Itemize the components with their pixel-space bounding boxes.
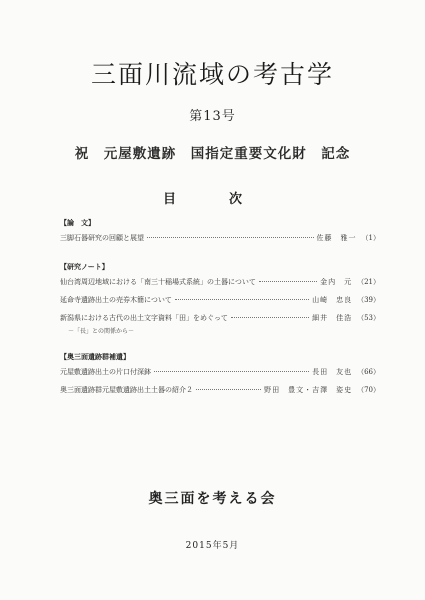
toc-section-label: 【研究ノート】 [60,263,109,271]
toc-entry-author: 金内 元 [320,278,353,286]
toc-entry-title: 奥三面遺跡群元屋敷遺跡出土土器の紹介２ [60,386,193,394]
toc-entry-page: （66） [357,368,380,376]
toc-entry-title: 延命寺遺跡出土の売券木簡について [60,296,172,304]
leader-dots [196,389,261,390]
toc-entry-author: 野田 豊文・吉澤 姿史 [264,386,353,394]
toc-entry-page: （1） [361,234,380,242]
leader-dots [231,317,309,318]
dedication-line: 祝 元屋敷遺跡 国指定重要文化財 記念 [74,146,351,162]
toc-entry-author: 細井 佳浩 [312,314,353,322]
toc-entry [60,296,380,305]
toc-entry-title: 仙台湾周辺地域における「南三十稲場式系統」の土器について [60,278,256,286]
toc-entry-author: 佐藤 雅一 [316,234,357,242]
table-of-contents [60,218,380,404]
leader-dots [154,371,309,372]
publisher-name: 奥三面を考える会 [148,491,277,507]
journal-title: 三面川流域の考古学 [90,60,334,89]
toc-entry [60,386,380,395]
toc-entry-title: 元屋敷遺跡出土の片口付深鉢 [60,368,151,376]
leader-dots [175,299,309,300]
toc-entry-page: （70） [357,386,380,394]
leader-dots [147,237,314,238]
toc-entry-page: （39） [357,296,380,304]
issue-number: 第13号 [189,109,236,124]
toc-entry [60,314,380,323]
toc-entry [60,368,380,377]
toc-entry-author: 長田 友也 [312,368,353,376]
leader-dots [259,281,317,282]
toc-entry-page: （21） [357,278,380,286]
toc-entry-author: 山崎 忠良 [312,296,353,304]
toc-section-label: 【奥三面遺跡群補遺】 [60,353,130,361]
toc-entry-title: 三脚石器研究の回顧と展望 [60,234,144,242]
toc-heading: 目 次 [162,192,262,207]
toc-entry [60,234,380,243]
toc-entry-page: （53） [357,314,380,322]
toc-entry-title: 新潟県における古代の出土文字資料「田」をめぐって [60,314,228,322]
toc-section-label: 【論 文】 [60,219,95,227]
toc-entry [60,278,380,287]
toc-entry-subtitle: －「長」との関係から－ [68,328,135,335]
publication-date: 2015年5月 [185,541,240,551]
